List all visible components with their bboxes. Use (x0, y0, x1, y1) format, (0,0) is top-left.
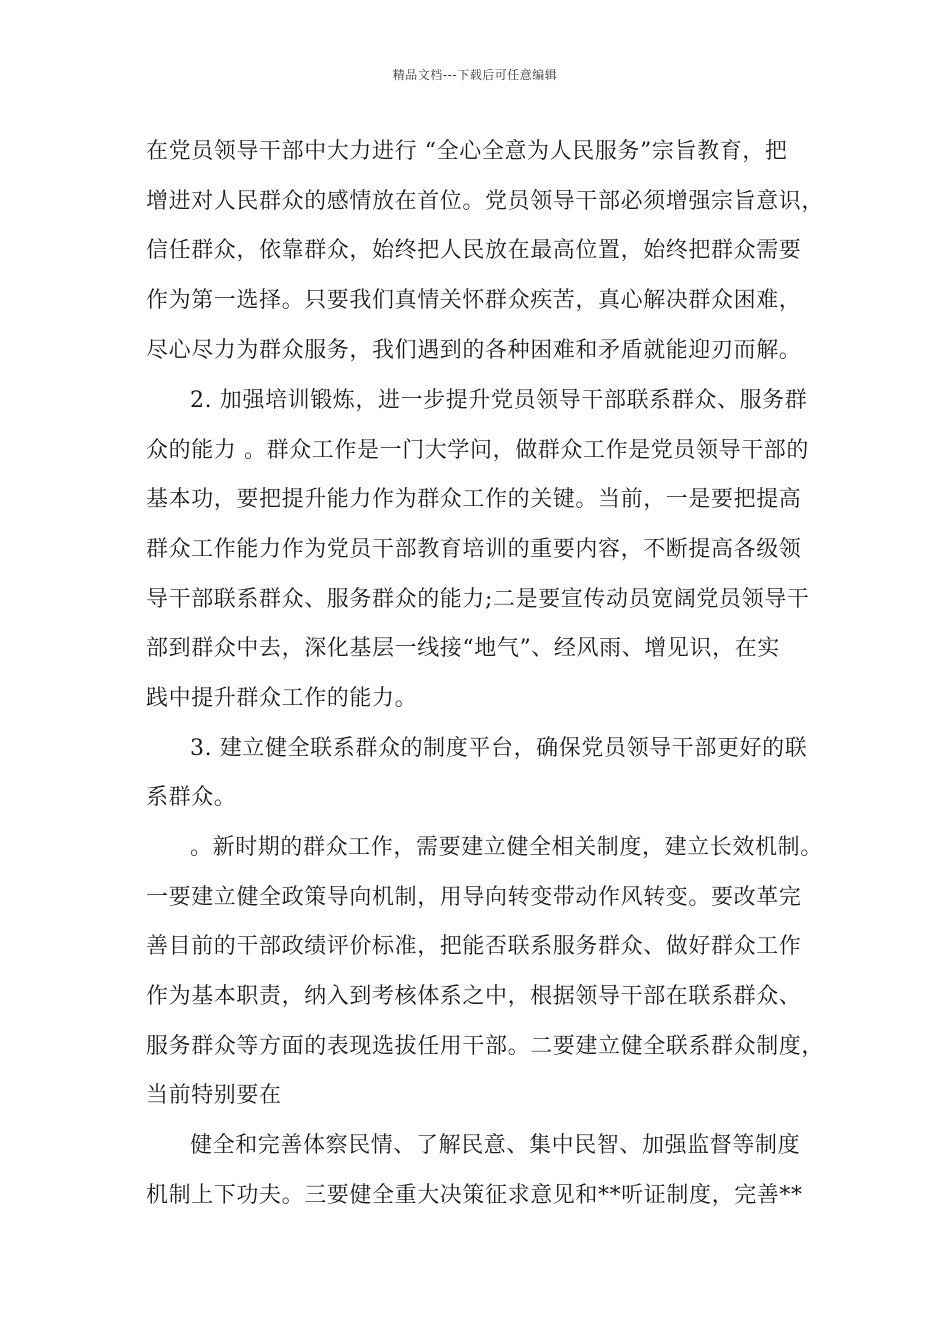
body-line: 增进对人民群众的感情放在首位。党员领导干部必须增强宗旨意识， (146, 189, 825, 214)
body-line: 在党员领导干部中大力进行 “全心全意为人民服务”宗旨教育，把 (146, 139, 788, 164)
body-line: 众的能力 。群众工作是一门大学问，做群众工作是党员领导干部的 (146, 438, 809, 463)
page-header: 精品文档---下载后可任意编辑 (392, 68, 558, 82)
body-line: 尽心尽力为群众服务，我们遇到的各种困难和矛盾就能迎刃而解。 (146, 338, 802, 363)
body-line: 3. 建立健全联系群众的制度平台，确保党员领导干部更好的联 (190, 736, 808, 761)
body-line: 服务群众等方面的表现选拔任用干部。二要建立健全联系群众制度， (146, 1034, 825, 1059)
body-line: 一要建立健全政策导向机制，用导向转变带动作风转变。要改革完 (146, 885, 802, 910)
body-line: 健全和完善体察民情、了解民意、集中民智、加强监督等制度 (190, 1133, 801, 1158)
body-line: 2. 加强培训锻炼，进一步提升党员领导干部联系群众、服务群 (190, 388, 808, 413)
body-line: 部到群众中去，深化基层一线接“地气”、经风雨、增见识，在实 (146, 636, 780, 661)
body-line: 当前特别要在 (146, 1083, 282, 1108)
body-line: 作为基本职责，纳入到考核体系之中，根据领导干部在联系群众、 (146, 984, 802, 1009)
body-line: 系群众。 (146, 785, 237, 810)
body-line: 信任群众，依靠群众，始终把人民放在最高位置，始终把群众需要 (146, 238, 802, 263)
body-line: 基本功，要把提升能力作为群众工作的关键。当前，一是要把提高 (146, 487, 802, 512)
body-line: 。新时期的群众工作，需要建立健全相关制度，建立长效机制。 (190, 835, 823, 860)
body-line: 践中提升群众工作的能力。 (146, 686, 418, 711)
body-line: 群众工作能力作为党员干部教育培训的重要内容，不断提高各级领 (146, 537, 802, 562)
body-line: 导干部联系群众、服务群众的能力;二是要宣传动员宽阔党员领导干 (146, 587, 810, 612)
body-line: 作为第一选择。只要我们真情关怀群众疾苦，真心解决群众困难， (146, 288, 802, 313)
body-line: 机制上下功夫。三要健全重大决策征求意见和**听证制度，完善** (146, 1183, 803, 1208)
body-line: 善目前的干部政绩评价标准，把能否联系服务群众、做好群众工作 (146, 934, 802, 959)
